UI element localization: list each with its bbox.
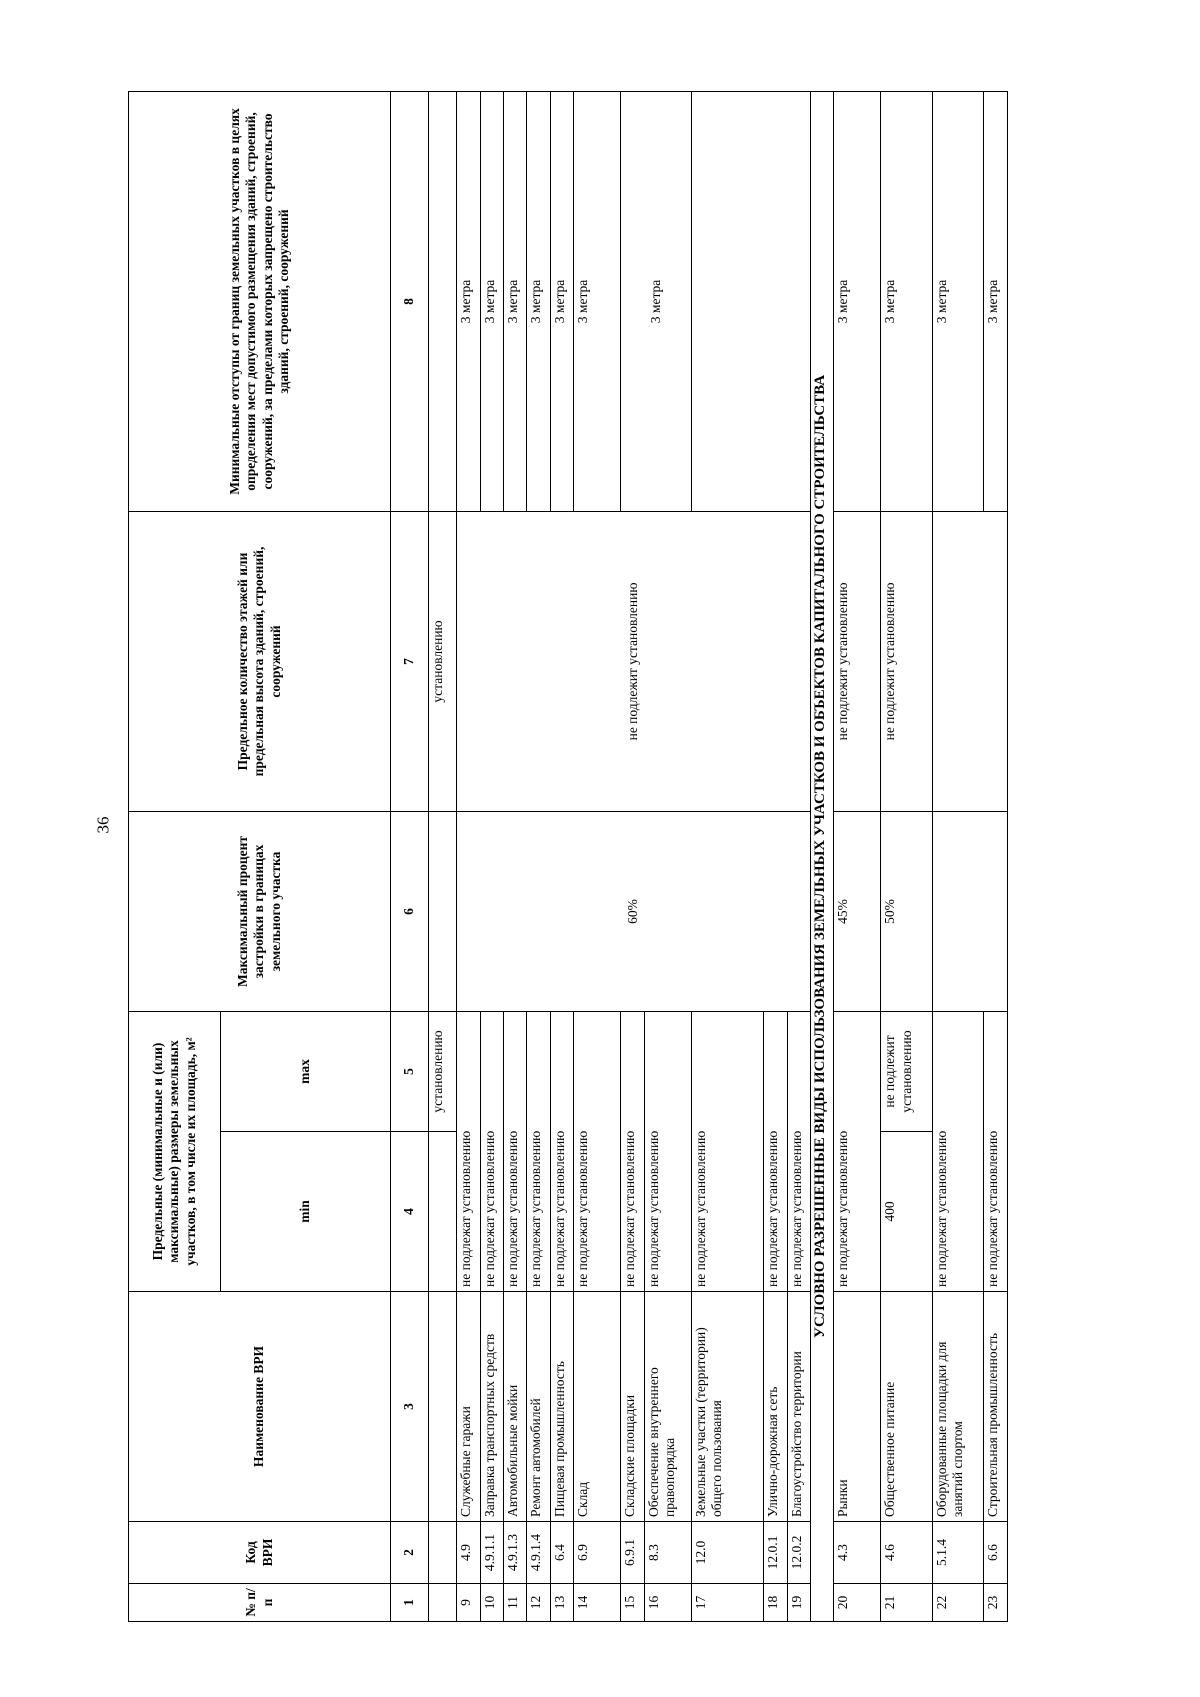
table-row	[932, 91, 984, 1621]
col-number: 1	[391, 1584, 429, 1622]
row-setback: 3 метра	[834, 91, 881, 511]
row-code: 4.9.1.4	[527, 1522, 550, 1584]
carry-floors: установлению	[429, 511, 457, 811]
row-min-max: не подлежат установлению	[550, 1011, 573, 1291]
row-min-max: не подлежат установлению	[834, 1011, 881, 1291]
col-number: 7	[391, 511, 429, 811]
row-num: 17	[691, 1584, 764, 1622]
row-min-max: не подлежат установлению	[527, 1011, 550, 1291]
row-name: Заправка транспортных средств	[480, 1292, 503, 1522]
row-code: 6.6	[984, 1522, 1008, 1584]
group-percent: 60%	[457, 811, 811, 1011]
header-name: Наименование ВРИ	[129, 1292, 391, 1522]
col-number: 2	[391, 1522, 429, 1584]
row-setback-empty	[691, 91, 811, 511]
row-setback: 3 метра	[574, 91, 621, 511]
col-number: 8	[391, 91, 429, 511]
row-code: 8.3	[644, 1522, 691, 1584]
row-name: Обеспечение внутреннего правопорядка	[644, 1292, 691, 1522]
row-min-max: не подлежат установлению	[787, 1011, 810, 1291]
row-code: 5.1.4	[932, 1522, 984, 1584]
row-min-max: не подлежат установлению	[644, 1011, 691, 1291]
header-setback: Минимальные отступы от границ земельных участков в целях определения мест допустимого размещения зданий, строений, сооружений, за пределами которых запрещено строительство зданий, строений, сооружений	[129, 91, 391, 511]
row-name: Улично-дорожная сеть	[764, 1292, 787, 1522]
row-name: Склад	[574, 1292, 621, 1522]
row-code: 4.9.1.1	[480, 1522, 503, 1584]
header-num: № п/п	[129, 1584, 391, 1622]
row-min-max: не подлежат установлению	[764, 1011, 787, 1291]
table-row	[457, 91, 480, 1621]
row-num: 22	[932, 1584, 984, 1622]
row-code: 12.0.1	[764, 1522, 787, 1584]
row-min-max: не подлежат установлению	[984, 1011, 1008, 1291]
row-num: 14	[574, 1584, 621, 1622]
row-num: 16	[644, 1584, 691, 1622]
row-name: Общественное питание	[881, 1292, 933, 1522]
table-row	[881, 91, 933, 1621]
row-num: 21	[881, 1584, 933, 1622]
row-setback: 3 метра	[504, 91, 527, 511]
row-name: Складские площадки	[621, 1292, 644, 1522]
row-name: Автомобильные мойки	[504, 1292, 527, 1522]
row-num: 12	[527, 1584, 550, 1622]
row-name: Пищевая промышленность	[550, 1292, 573, 1522]
row-percent: 50%	[881, 811, 933, 1011]
row-name: Рынки	[834, 1292, 881, 1522]
table-row	[834, 91, 881, 1621]
row-min-max: не подлежат установлению	[691, 1011, 764, 1291]
row-min-max: не подлежат установлению	[504, 1011, 527, 1291]
col-number: 5	[391, 1011, 429, 1131]
page-number: 36	[93, 816, 113, 834]
row-num: 19	[787, 1584, 810, 1622]
row-code: 4.9	[457, 1522, 480, 1584]
col-number: 4	[391, 1132, 429, 1292]
row-num: 15	[621, 1584, 644, 1622]
row-setback: 3 метра	[881, 91, 933, 511]
row-num: 23	[984, 1584, 1008, 1622]
col-number: 3	[391, 1292, 429, 1522]
header-min: min	[221, 1132, 391, 1292]
section-row	[811, 91, 834, 1621]
carry-over-row	[429, 91, 457, 1621]
row-percent-empty	[932, 811, 1007, 1011]
row-min-max: не подлежат установлению	[457, 1011, 480, 1291]
header-floors: Предельное количество этажей или предельная высота зданий, строений, сооружений	[129, 511, 391, 811]
row-num: 13	[550, 1584, 573, 1622]
row-name: Оборудованные площадки для занятий спортом	[932, 1292, 984, 1522]
row-floors-empty	[932, 511, 1007, 811]
row-setback: 3 метра	[984, 91, 1008, 511]
row-min-max: не подлежат установлению	[932, 1011, 984, 1291]
row-name: Строительная промышленность	[984, 1292, 1008, 1522]
row-code: 12.0	[691, 1522, 764, 1584]
row-code: 6.4	[550, 1522, 573, 1584]
header-code: Код ВРИ	[129, 1522, 391, 1584]
row-code: 12.0.2	[787, 1522, 810, 1584]
row-setback: 3 метра	[550, 91, 573, 511]
row-num: 11	[504, 1584, 527, 1622]
row-code: 4.3	[834, 1522, 881, 1584]
row-name: Земельные участки (территории) общего пользования	[691, 1292, 764, 1522]
row-setback: 3 метра	[480, 91, 503, 511]
row-min: 400	[881, 1132, 933, 1292]
section-title: УСЛОВНО РАЗРЕШЕННЫЕ ВИДЫ ИСПОЛЬЗОВАНИЯ ЗЕМЕЛЬНЫХ УЧАСТКОВ И ОБЪЕКТОВ КАПИТАЛЬНОГО СТРОИТЕЛЬСТВА	[811, 91, 834, 1621]
row-setback: 3 метра	[457, 91, 480, 511]
row-min-max: не подлежат установлению	[621, 1011, 644, 1291]
header-max: max	[221, 1011, 391, 1131]
row-name: Благоустройство территории	[787, 1292, 810, 1522]
carry-max: установлению	[429, 1011, 457, 1131]
row-code: 4.9.1.3	[504, 1522, 527, 1584]
row-max: не подлежит установлению	[881, 1011, 933, 1131]
row-num: 9	[457, 1584, 480, 1622]
row-num: 10	[480, 1584, 503, 1622]
row-floors: не подлежит установлению	[834, 511, 881, 811]
row-num: 20	[834, 1584, 881, 1622]
row-min-max: не подлежат установлению	[574, 1011, 621, 1291]
col-number: 6	[391, 811, 429, 1011]
row-setback: 3 метра	[527, 91, 550, 511]
header-percent: Максимальный процент застройки в границах земельного участка	[129, 811, 391, 1011]
row-setback: 3 метра	[621, 91, 691, 511]
row-num: 18	[764, 1584, 787, 1622]
row-code: 6.9	[574, 1522, 621, 1584]
row-code: 6.9.1	[621, 1522, 644, 1584]
row-floors: не подлежит установлению	[881, 511, 933, 811]
zoning-table	[128, 91, 1008, 1622]
rotated-table-wrapper	[128, 92, 1008, 1622]
row-code: 4.6	[881, 1522, 933, 1584]
row-name: Ремонт автомобилей	[527, 1292, 550, 1522]
row-min-max: не подлежат установлению	[480, 1011, 503, 1291]
row-setback: 3 метра	[932, 91, 984, 511]
row-name: Служебные гаражи	[457, 1292, 480, 1522]
header-size-group: Предельные (минимальные и (или) максимальные) размеры земельных участков, в том числе их площадь, м²	[129, 1011, 221, 1291]
row-percent: 45%	[834, 811, 881, 1011]
group-floors: не подлежит установлению	[457, 511, 811, 811]
